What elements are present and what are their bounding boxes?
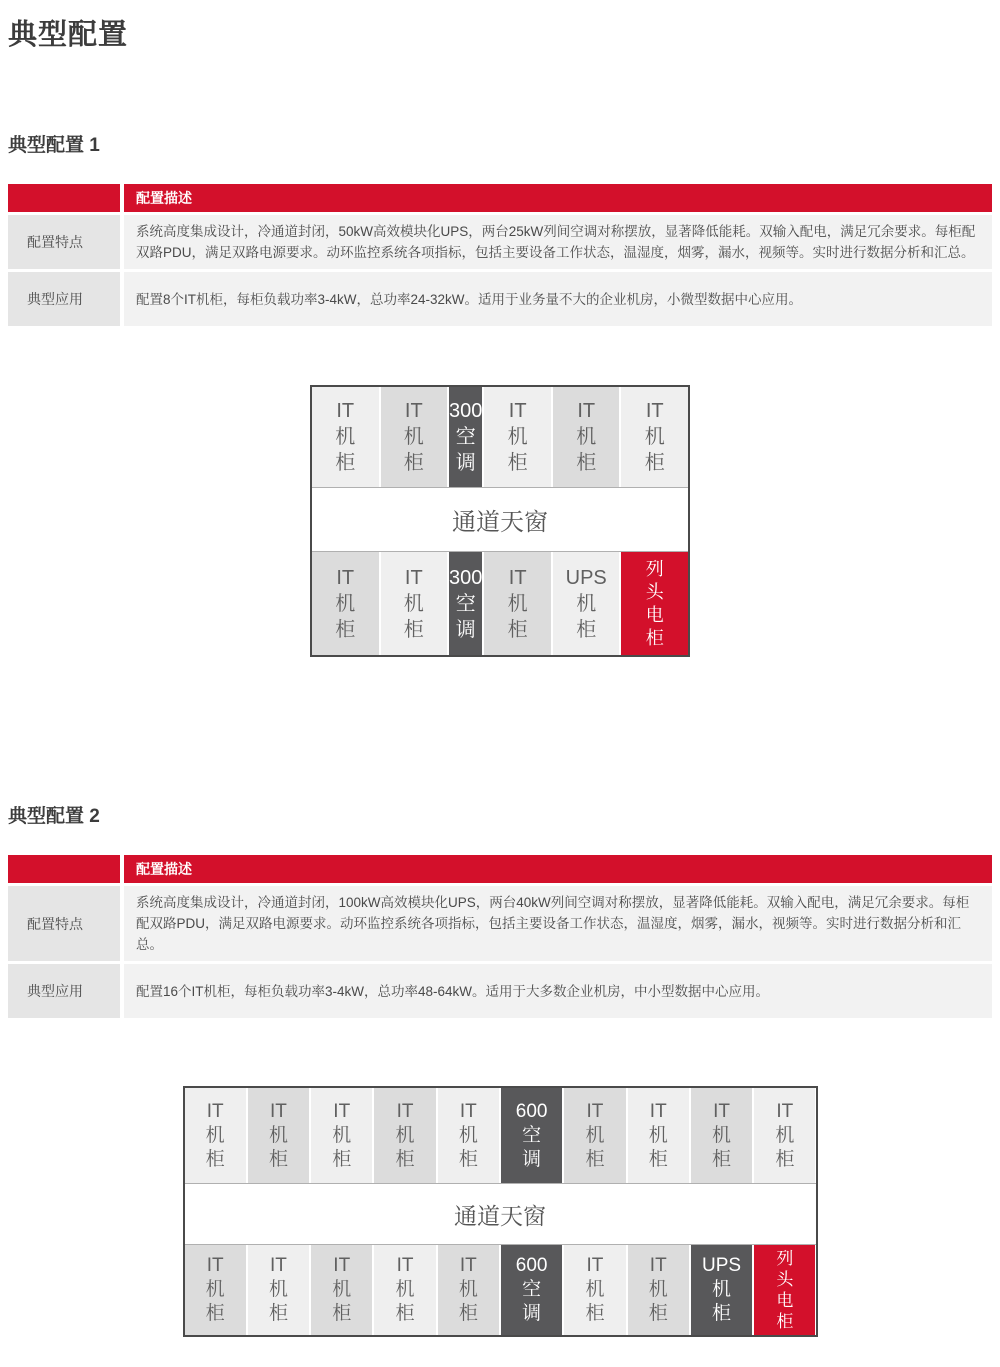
cabinet-row <box>185 1245 816 1335</box>
table-row <box>8 272 992 326</box>
it-cabinet-cell: IT 机 柜 <box>185 1245 246 1335</box>
section-1-title: 典型配置 1 <box>8 135 100 156</box>
cabinet-row <box>312 552 688 655</box>
it-cabinet-cell: IT 机 柜 <box>381 387 448 487</box>
row-label: 典型应用 <box>8 964 120 1018</box>
table-row <box>8 215 992 269</box>
page-title: 典型配置 <box>8 19 129 51</box>
table-body <box>8 215 992 326</box>
it-cabinet-cell: IT 机 柜 <box>312 387 379 487</box>
it-cabinet-cell: IT 机 柜 <box>374 1245 435 1335</box>
row-head-power-cabinet-cell: 列 头 电 柜 <box>754 1245 815 1335</box>
it-cabinet-cell: IT 机 柜 <box>248 1088 309 1183</box>
cabinet-row <box>185 1088 816 1183</box>
it-cabinet-cell: IT 机 柜 <box>312 552 379 655</box>
table-header-label: 配置描述 <box>124 184 992 212</box>
table-header-label: 配置描述 <box>124 855 992 883</box>
it-cabinet-cell: IT 机 柜 <box>248 1245 309 1335</box>
aisle-skylight: 通道天窗 <box>312 487 688 552</box>
config-description-table <box>8 184 992 326</box>
row-content: 配置16个IT机柜，每柜负载功率3-4kW，总功率48-64kW。适用于大多数企业机房，中小型数据中心应用。 <box>124 964 992 1018</box>
section-typical-config-2 <box>0 801 1000 1337</box>
row-content: 系统高度集成设计，冷通道封闭，100kW高效模块化UPS，两台40kW列间空调对称摆放，显著降低能耗。双输入配电，满足冗余要求。每柜配双路PDU，满足双路电源要求。动环监控系统各项指标，包括主要设备工作状态，温湿度，烟雾，漏水，视频等。实时进行数据分析和汇总。 <box>124 886 992 961</box>
section-typical-config-1 <box>0 130 1000 657</box>
it-cabinet-cell: IT 机 柜 <box>564 1088 625 1183</box>
ups-cabinet-cell: UPS 机 柜 <box>553 552 620 655</box>
table-body <box>8 886 992 1018</box>
it-cabinet-cell: IT 机 柜 <box>185 1088 246 1183</box>
air-conditioner-cell: 600 空 调 <box>501 1245 562 1335</box>
it-cabinet-cell: IT 机 柜 <box>553 387 620 487</box>
air-conditioner-cell: 300 空 调 <box>449 552 482 655</box>
it-cabinet-cell: IT 机 柜 <box>311 1088 372 1183</box>
table-row <box>8 886 992 961</box>
it-cabinet-cell: IT 机 柜 <box>438 1245 499 1335</box>
it-cabinet-cell: IT 机 柜 <box>374 1088 435 1183</box>
ups-cabinet-cell: UPS 机 柜 <box>691 1245 752 1335</box>
air-conditioner-cell: 300 空 调 <box>449 387 482 487</box>
section-2-title: 典型配置 2 <box>8 806 100 827</box>
rack-layout-diagram-1 <box>310 385 690 657</box>
row-head-power-cabinet-cell: 列 头 电 柜 <box>621 552 688 655</box>
it-cabinet-cell: IT 机 柜 <box>564 1245 625 1335</box>
row-label: 典型应用 <box>8 272 120 326</box>
table-header-row <box>8 184 992 212</box>
it-cabinet-cell: IT 机 柜 <box>484 552 551 655</box>
table-header-row <box>8 855 992 883</box>
row-label: 配置特点 <box>8 886 120 961</box>
air-conditioner-cell: 600 空 调 <box>501 1088 562 1183</box>
table-header-spacer <box>8 855 120 883</box>
it-cabinet-cell: IT 机 柜 <box>628 1245 689 1335</box>
row-label: 配置特点 <box>8 215 120 269</box>
table-row <box>8 964 992 1018</box>
it-cabinet-cell: IT 机 柜 <box>311 1245 372 1335</box>
rack-layout-diagram-2 <box>183 1086 818 1337</box>
aisle-skylight: 通道天窗 <box>185 1183 816 1245</box>
it-cabinet-cell: IT 机 柜 <box>621 387 688 487</box>
it-cabinet-cell: IT 机 柜 <box>628 1088 689 1183</box>
row-content: 系统高度集成设计，冷通道封闭，50kW高效模块化UPS，两台25kW列间空调对称摆放，显著降低能耗。双输入配电，满足冗余要求。每柜配双路PDU，满足双路电源要求。动环监控系统各项指标，包括主要设备工作状态，温湿度，烟雾，漏水，视频等。实时进行数据分析和汇总。 <box>124 215 992 269</box>
it-cabinet-cell: IT 机 柜 <box>381 552 448 655</box>
it-cabinet-cell: IT 机 柜 <box>691 1088 752 1183</box>
config-description-table <box>8 855 992 1018</box>
row-content: 配置8个IT机柜，每柜负载功率3-4kW，总功率24-32kW。适用于业务量不大的企业机房，小微型数据中心应用。 <box>124 272 992 326</box>
it-cabinet-cell: IT 机 柜 <box>754 1088 815 1183</box>
table-header-spacer <box>8 184 120 212</box>
it-cabinet-cell: IT 机 柜 <box>484 387 551 487</box>
it-cabinet-cell: IT 机 柜 <box>438 1088 499 1183</box>
cabinet-row <box>312 387 688 487</box>
